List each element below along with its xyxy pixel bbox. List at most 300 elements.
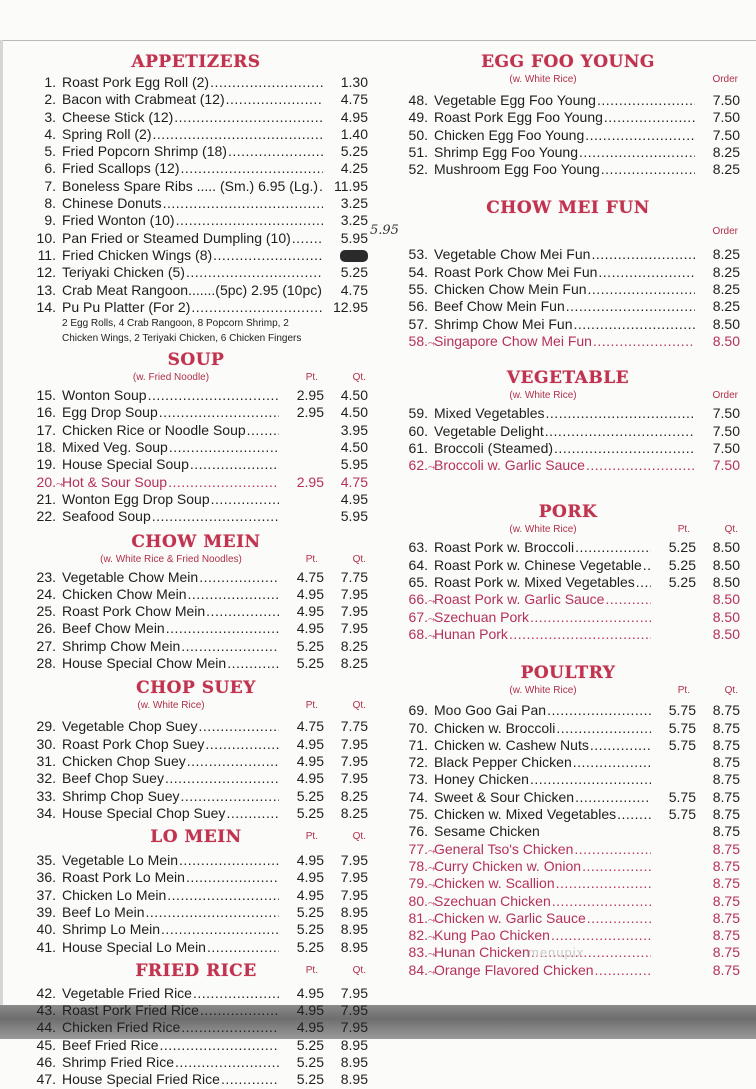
hot-pepper-icon: ⤳ bbox=[428, 877, 434, 894]
item-price: 3.25 bbox=[324, 195, 368, 212]
item-price: 7.50 bbox=[696, 457, 740, 474]
item-number: 65. bbox=[396, 574, 428, 591]
dot-leader bbox=[575, 789, 651, 806]
item-number: 49. bbox=[396, 109, 428, 126]
dot-leader bbox=[179, 852, 279, 869]
quart-price: 7.95 bbox=[324, 1019, 368, 1036]
pint-price: 4.95 bbox=[280, 887, 324, 904]
dot-leader bbox=[210, 74, 323, 91]
menu-item[interactable] bbox=[24, 869, 368, 886]
dot-leader bbox=[186, 264, 323, 281]
menu-item[interactable] bbox=[24, 586, 368, 603]
item-number: 70. bbox=[396, 720, 428, 737]
quart-price: 8.75 bbox=[696, 927, 740, 944]
menu-item[interactable] bbox=[396, 702, 740, 719]
pint-price: 4.75 bbox=[280, 718, 324, 735]
item-list bbox=[396, 92, 740, 178]
menu-item[interactable] bbox=[24, 788, 368, 805]
menu-item[interactable] bbox=[24, 230, 368, 247]
menu-item[interactable] bbox=[396, 875, 740, 892]
quart-price: 8.75 bbox=[696, 841, 740, 858]
item-name: Chicken Lo Mein bbox=[62, 887, 166, 904]
quart-price: 8.75 bbox=[696, 944, 740, 961]
menu-item[interactable] bbox=[396, 841, 740, 858]
item-number: 23. bbox=[24, 569, 56, 586]
item-number: 11. bbox=[24, 247, 56, 264]
menu-item[interactable] bbox=[24, 655, 368, 672]
pint-price: 4.95 bbox=[280, 1019, 324, 1036]
item-number: 66. bbox=[396, 591, 428, 608]
item-number: 30. bbox=[24, 736, 56, 753]
item-name: House Special Fried Rice bbox=[62, 1071, 220, 1088]
item-name: Chicken Chow Mein Fun bbox=[434, 281, 587, 298]
item-number: 18. bbox=[24, 439, 56, 456]
item-name: Black Pepper Chicken bbox=[434, 754, 572, 771]
item-price: 7.50 bbox=[696, 423, 740, 440]
item-name: General Tso's Chicken bbox=[434, 841, 573, 858]
menu-item[interactable] bbox=[396, 591, 740, 608]
quart-price: 8.75 bbox=[696, 858, 740, 875]
quart-price: 8.25 bbox=[324, 805, 368, 822]
menu-item[interactable] bbox=[24, 603, 368, 620]
menu-item[interactable] bbox=[396, 161, 740, 178]
menu-item[interactable] bbox=[24, 264, 368, 281]
item-name: Broccoli (Steamed) bbox=[434, 440, 553, 457]
menu-item[interactable] bbox=[24, 1071, 368, 1088]
dot-leader bbox=[205, 736, 279, 753]
item-price: 8.25 bbox=[696, 281, 740, 298]
menu-item[interactable] bbox=[396, 127, 740, 144]
item-name: Chicken w. Garlic Sauce bbox=[434, 910, 586, 927]
item-number: 33. bbox=[24, 788, 56, 805]
item-number: 61. bbox=[396, 440, 428, 457]
menu-item[interactable] bbox=[24, 474, 368, 491]
item-price: 1.30 bbox=[324, 74, 368, 91]
item-price: 12.95 bbox=[324, 299, 368, 316]
quart-price: 4.50 bbox=[324, 404, 368, 421]
pint-price: 4.95 bbox=[280, 852, 324, 869]
item-list bbox=[24, 74, 368, 316]
menu-item[interactable] bbox=[24, 508, 368, 525]
menu-item[interactable] bbox=[24, 638, 368, 655]
menu-item[interactable] bbox=[24, 178, 368, 195]
item-name: Shrimp Chow Mein bbox=[62, 638, 180, 655]
dot-leader bbox=[191, 299, 323, 316]
dot-leader bbox=[573, 754, 651, 771]
menu-item[interactable] bbox=[24, 620, 368, 637]
quart-price: 7.95 bbox=[324, 753, 368, 770]
dot-leader bbox=[588, 281, 695, 298]
pint-price: 4.95 bbox=[280, 753, 324, 770]
pint-price: 4.95 bbox=[280, 586, 324, 603]
item-price: 3.25 bbox=[324, 212, 368, 229]
menu-item[interactable] bbox=[24, 404, 368, 421]
menu-item[interactable] bbox=[396, 144, 740, 161]
menu-item[interactable] bbox=[24, 1019, 368, 1036]
quart-price: 7.95 bbox=[324, 620, 368, 637]
order-label: Order bbox=[712, 74, 738, 85]
menu-item[interactable] bbox=[24, 143, 368, 160]
item-name: Egg Drop Soup bbox=[62, 404, 158, 421]
dot-leader bbox=[152, 126, 323, 143]
handwritten-price-note: 5.95 bbox=[370, 223, 399, 238]
menu-item[interactable] bbox=[396, 333, 740, 350]
item-number: 6. bbox=[24, 160, 56, 177]
menu-item[interactable] bbox=[396, 771, 740, 788]
hot-pepper-icon: ⤳ bbox=[428, 593, 434, 610]
menu-item[interactable] bbox=[396, 858, 740, 875]
dot-leader bbox=[226, 805, 279, 822]
menu-item[interactable] bbox=[396, 737, 740, 754]
menu-item[interactable] bbox=[24, 1002, 368, 1019]
item-number: 56. bbox=[396, 298, 428, 315]
dot-leader bbox=[582, 858, 651, 875]
pint-price: 4.95 bbox=[280, 869, 324, 886]
menu-item[interactable] bbox=[396, 109, 740, 126]
item-name: Chinese Donuts bbox=[62, 195, 162, 212]
quart-price: 5.95 bbox=[324, 456, 368, 473]
menu-item[interactable] bbox=[396, 539, 740, 556]
item-number: 74. bbox=[396, 789, 428, 806]
quart-price: 7.95 bbox=[324, 603, 368, 620]
item-list bbox=[396, 702, 740, 979]
item-price: 4.25 bbox=[324, 160, 368, 177]
item-number: 48. bbox=[396, 92, 428, 109]
menu-item[interactable] bbox=[396, 264, 740, 281]
dot-leader bbox=[199, 569, 279, 586]
menu-item[interactable] bbox=[24, 921, 368, 938]
item-name: Chicken Chow Mein bbox=[62, 586, 187, 603]
pint-price: 5.25 bbox=[652, 574, 696, 591]
item-name: Chicken Chop Suey bbox=[62, 753, 186, 770]
pint-label: Pt. bbox=[678, 524, 690, 535]
quart-price: 8.95 bbox=[324, 1037, 368, 1054]
dot-leader bbox=[226, 91, 323, 108]
section-subheader bbox=[396, 524, 740, 539]
menu-item[interactable] bbox=[24, 985, 368, 1002]
item-name: Beef Chop Suey bbox=[62, 770, 164, 787]
menu-item[interactable] bbox=[24, 422, 368, 439]
item-number: 4. bbox=[24, 126, 56, 143]
menu-item[interactable] bbox=[24, 109, 368, 126]
item-number: 5. bbox=[24, 143, 56, 160]
quart-price: 8.50 bbox=[696, 591, 740, 608]
dot-leader bbox=[556, 720, 651, 737]
dot-leader bbox=[169, 439, 279, 456]
item-name: Cheese Stick (12) bbox=[62, 109, 173, 126]
item-number: 47. bbox=[24, 1071, 56, 1088]
menu-item[interactable] bbox=[24, 74, 368, 91]
item-name: Mixed Veg. Soup bbox=[62, 439, 168, 456]
item-name: House Special Chow Mein bbox=[62, 655, 226, 672]
dot-leader bbox=[566, 298, 695, 315]
order-label: Order bbox=[712, 390, 738, 401]
item-number: 62. bbox=[396, 457, 428, 474]
menu-item[interactable] bbox=[396, 720, 740, 737]
quart-price: 8.50 bbox=[696, 609, 740, 626]
quart-price: 8.75 bbox=[696, 754, 740, 771]
menu-item[interactable] bbox=[396, 557, 740, 574]
hot-pepper-icon: ⤳ bbox=[56, 476, 62, 493]
section-note: (w. White Rice) bbox=[396, 524, 740, 535]
menu-item[interactable] bbox=[396, 806, 740, 823]
item-name: Bacon with Crabmeat (12) bbox=[62, 91, 225, 108]
dot-leader bbox=[166, 620, 279, 637]
quart-price: 8.50 bbox=[696, 574, 740, 591]
item-name: Chicken w. Broccoli bbox=[434, 720, 555, 737]
menu-item[interactable] bbox=[24, 160, 368, 177]
dot-leader bbox=[148, 387, 279, 404]
item-price: 5.25 bbox=[324, 143, 368, 160]
dot-leader bbox=[509, 626, 651, 643]
pint-price: 5.25 bbox=[280, 1071, 324, 1088]
section-fried-rice bbox=[24, 959, 368, 1089]
section-appetizers bbox=[24, 50, 368, 346]
item-name: Wonton Egg Drop Soup bbox=[62, 491, 210, 508]
dot-leader bbox=[547, 702, 651, 719]
quart-label: Qt. bbox=[353, 700, 366, 711]
section-egg-foo-young bbox=[396, 50, 740, 178]
quart-price: 8.75 bbox=[696, 702, 740, 719]
quart-price: 8.25 bbox=[324, 788, 368, 805]
pint-price: 5.25 bbox=[280, 1054, 324, 1071]
item-price: 8.25 bbox=[696, 264, 740, 281]
quart-price: 4.75 bbox=[324, 474, 368, 491]
quart-price: 4.95 bbox=[324, 491, 368, 508]
menu-item[interactable] bbox=[24, 299, 368, 316]
item-name: House Special Soup bbox=[62, 456, 189, 473]
item-name: Shrimp Egg Foo Young bbox=[434, 144, 578, 161]
dot-leader bbox=[159, 404, 279, 421]
menu-item[interactable] bbox=[24, 1037, 368, 1054]
menu-item[interactable] bbox=[396, 423, 740, 440]
page-left-edge bbox=[0, 40, 3, 1005]
menu-item[interactable] bbox=[24, 456, 368, 473]
item-name: Spring Roll (2) bbox=[62, 126, 151, 143]
menu-item[interactable] bbox=[24, 1054, 368, 1071]
item-name: Roast Pork Chow Mei Fun bbox=[434, 264, 597, 281]
menu-item[interactable] bbox=[396, 92, 740, 109]
menu-item[interactable] bbox=[396, 823, 740, 840]
quart-price: 8.75 bbox=[696, 910, 740, 927]
dot-leader bbox=[292, 230, 323, 247]
menu-item[interactable] bbox=[24, 212, 368, 229]
item-name: Shrimp Fried Rice bbox=[62, 1054, 174, 1071]
pint-price: 5.75 bbox=[652, 720, 696, 737]
item-price: 11.95 bbox=[324, 178, 368, 195]
menu-item[interactable] bbox=[396, 609, 740, 626]
dot-leader bbox=[193, 985, 279, 1002]
item-name: Roast Pork Egg Roll (2) bbox=[62, 74, 209, 91]
section-vegetable bbox=[396, 366, 740, 474]
menu-item[interactable] bbox=[24, 439, 368, 456]
menu-item[interactable] bbox=[24, 736, 368, 753]
dot-leader bbox=[617, 806, 651, 823]
item-number: 72. bbox=[396, 754, 428, 771]
menu-item[interactable] bbox=[396, 298, 740, 315]
item-number: 10. bbox=[24, 230, 56, 247]
item-price: 8.25 bbox=[696, 144, 740, 161]
menu-item[interactable] bbox=[24, 569, 368, 586]
menu-item[interactable] bbox=[24, 939, 368, 956]
quart-price: 7.75 bbox=[324, 718, 368, 735]
menu-item[interactable] bbox=[396, 405, 740, 422]
menu-item[interactable] bbox=[24, 491, 368, 508]
item-number: 82. bbox=[396, 927, 428, 944]
item-number: 73. bbox=[396, 771, 428, 788]
item-name: Fried Popcorn Shrimp (18) bbox=[62, 143, 227, 160]
menu-item[interactable] bbox=[396, 457, 740, 474]
quart-price: 8.75 bbox=[696, 893, 740, 910]
dot-leader bbox=[591, 246, 695, 263]
menu-item[interactable] bbox=[396, 440, 740, 457]
menu-item[interactable] bbox=[396, 754, 740, 771]
section-title: SOUP bbox=[24, 348, 368, 372]
item-name: Chicken Fried Rice bbox=[62, 1019, 180, 1036]
menu-item[interactable] bbox=[24, 387, 368, 404]
quart-label: Qt. bbox=[725, 524, 738, 535]
item-number: 15. bbox=[24, 387, 56, 404]
item-name: Chicken w. Scallion bbox=[434, 875, 555, 892]
dot-leader bbox=[319, 178, 323, 195]
menu-item[interactable] bbox=[396, 893, 740, 910]
menu-item[interactable] bbox=[396, 927, 740, 944]
item-name: Fried Scallops (12) bbox=[62, 160, 180, 177]
item-name: Fried Chicken Wings (8) bbox=[62, 247, 212, 264]
dot-leader bbox=[601, 161, 695, 178]
menu-right-column bbox=[396, 50, 740, 979]
quart-price: 8.25 bbox=[324, 638, 368, 655]
item-number: 31. bbox=[24, 753, 56, 770]
dot-leader bbox=[605, 591, 651, 608]
item-number: 81. bbox=[396, 910, 428, 927]
item-number: 44. bbox=[24, 1019, 56, 1036]
item-name: Pu Pu Platter (For 2) bbox=[62, 299, 190, 316]
item-name: Mushroom Egg Foo Young bbox=[434, 161, 600, 178]
hot-pepper-icon: ⤳ bbox=[428, 895, 434, 912]
item-price: 5.25 bbox=[324, 264, 368, 281]
hot-pepper-icon: ⤳ bbox=[428, 929, 434, 946]
menu-item[interactable] bbox=[396, 962, 740, 979]
menu-item[interactable] bbox=[396, 281, 740, 298]
menu-item[interactable] bbox=[396, 626, 740, 643]
dot-leader bbox=[188, 586, 280, 603]
menu-item[interactable] bbox=[24, 91, 368, 108]
dot-leader bbox=[163, 195, 323, 212]
section-title: PORK bbox=[396, 500, 740, 524]
section-title: EGG FOO YOUNG bbox=[396, 50, 740, 74]
pint-price: 5.75 bbox=[652, 702, 696, 719]
item-number: 64. bbox=[396, 557, 428, 574]
menu-item[interactable] bbox=[24, 770, 368, 787]
item-name: Beef Chow Mein Fun bbox=[434, 298, 565, 315]
item-name: Wonton Soup bbox=[62, 387, 147, 404]
item-name: Fried Wonton (10) bbox=[62, 212, 175, 229]
menu-item[interactable] bbox=[24, 852, 368, 869]
item-number: 43. bbox=[24, 1002, 56, 1019]
item-name: Sesame Chicken bbox=[434, 823, 540, 840]
hot-pepper-icon: ⤳ bbox=[428, 946, 434, 963]
watermark: menupix bbox=[528, 945, 584, 960]
pint-price: 4.75 bbox=[280, 569, 324, 586]
item-number: 75. bbox=[396, 806, 428, 823]
pint-price: 4.95 bbox=[280, 770, 324, 787]
item-number: 35. bbox=[24, 852, 56, 869]
dot-leader bbox=[213, 247, 323, 264]
hot-pepper-icon: ⤳ bbox=[428, 964, 434, 981]
quart-price: 4.50 bbox=[324, 387, 368, 404]
menu-item[interactable] bbox=[24, 247, 368, 264]
menu-item[interactable] bbox=[396, 316, 740, 333]
dot-leader bbox=[593, 333, 695, 350]
quart-price: 8.75 bbox=[696, 806, 740, 823]
item-name: Vegetable Chow Mein bbox=[62, 569, 198, 586]
menu-item[interactable] bbox=[24, 718, 368, 735]
dot-leader bbox=[198, 718, 279, 735]
item-name: Sweet & Sour Chicken bbox=[434, 789, 574, 806]
dot-leader bbox=[200, 1002, 279, 1019]
dot-leader bbox=[247, 422, 279, 439]
menu-item[interactable] bbox=[24, 126, 368, 143]
dot-leader bbox=[597, 92, 695, 109]
section-title: APPETIZERS bbox=[24, 50, 368, 74]
menu-item[interactable] bbox=[24, 195, 368, 212]
item-number: 60. bbox=[396, 423, 428, 440]
item-name: Szechuan Chicken bbox=[434, 893, 551, 910]
menu-item[interactable] bbox=[396, 789, 740, 806]
item-number: 55. bbox=[396, 281, 428, 298]
menu-item[interactable] bbox=[396, 246, 740, 263]
dot-leader bbox=[181, 788, 279, 805]
pint-label: Pt. bbox=[306, 554, 318, 565]
pint-price: 5.25 bbox=[652, 539, 696, 556]
pint-price: 5.25 bbox=[280, 921, 324, 938]
item-name: Roast Pork w. Broccoli bbox=[434, 539, 574, 556]
quart-price: 8.50 bbox=[696, 539, 740, 556]
menu-item[interactable] bbox=[396, 910, 740, 927]
menu-item[interactable] bbox=[24, 753, 368, 770]
item-price: 7.50 bbox=[696, 440, 740, 457]
dot-leader bbox=[551, 927, 651, 944]
quart-price: 8.50 bbox=[696, 557, 740, 574]
pint-price: 4.95 bbox=[280, 985, 324, 1002]
menu-item[interactable] bbox=[24, 805, 368, 822]
menu-item[interactable] bbox=[24, 887, 368, 904]
item-price: 7.50 bbox=[696, 127, 740, 144]
item-number: 51. bbox=[396, 144, 428, 161]
item-price: 1.40 bbox=[324, 126, 368, 143]
hot-pepper-icon: ⤳ bbox=[428, 912, 434, 929]
menu-item[interactable] bbox=[396, 574, 740, 591]
section-note: (w. Fried Noodle) bbox=[24, 372, 368, 383]
item-number: 69. bbox=[396, 702, 428, 719]
item-name: Shrimp Chow Mei Fun bbox=[434, 316, 573, 333]
item-name: Roast Pork w. Chinese Vegetable bbox=[434, 557, 642, 574]
quart-price: 5.95 bbox=[324, 508, 368, 525]
item-number: 41. bbox=[24, 939, 56, 956]
dot-leader bbox=[161, 921, 279, 938]
item-number: 2. bbox=[24, 91, 56, 108]
item-list bbox=[24, 852, 368, 956]
section-subheader bbox=[24, 700, 368, 718]
dot-leader bbox=[574, 841, 651, 858]
menu-item[interactable] bbox=[24, 282, 368, 299]
quart-price: 8.75 bbox=[696, 962, 740, 979]
quart-price: 7.75 bbox=[324, 569, 368, 586]
item-number: 25. bbox=[24, 603, 56, 620]
menu-item[interactable] bbox=[24, 904, 368, 921]
item-number: 40. bbox=[24, 921, 56, 938]
